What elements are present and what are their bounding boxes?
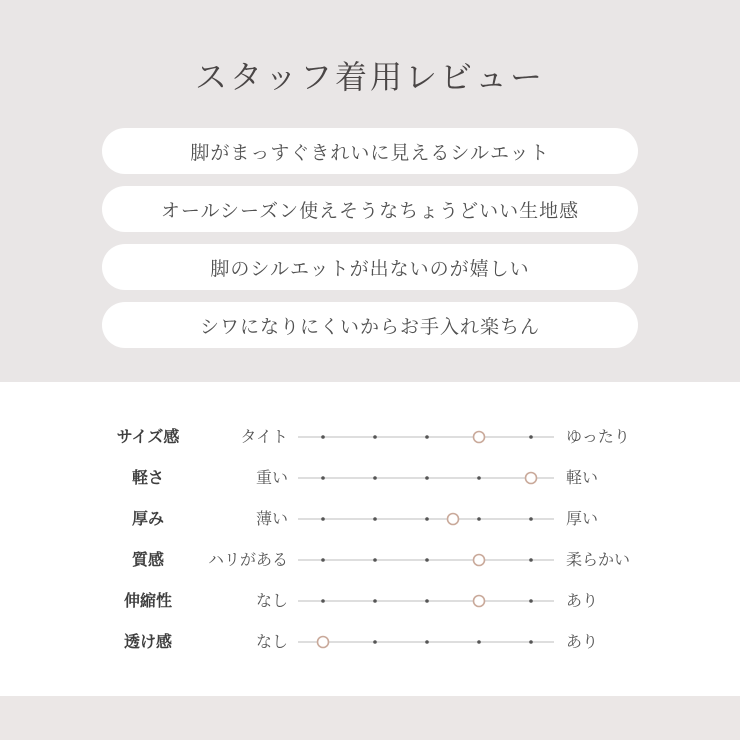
- scale-tick-dot: [529, 599, 533, 603]
- rating-row-weight: [0, 463, 740, 493]
- scale-tick-dot: [529, 435, 533, 439]
- scale-tick-dot: [477, 476, 481, 480]
- scale-tick-dot: [373, 476, 377, 480]
- rating-label: 伸縮性: [123, 591, 172, 610]
- rating-scale: [298, 504, 558, 534]
- rating-row-sheerness: [0, 627, 740, 657]
- review-comment-3: 脚のシルエットが出ないのが嬉しい: [102, 244, 638, 290]
- scale-tick-dot: [373, 599, 377, 603]
- rating-marker: [474, 596, 485, 607]
- rating-section: [0, 382, 740, 696]
- rating-left-value: タイト: [240, 427, 288, 446]
- rating-left-value: なし: [255, 632, 288, 651]
- rating-right-value: 柔らかい: [566, 550, 631, 569]
- scale-tick-dot: [425, 435, 429, 439]
- scale-tick-dot: [477, 517, 481, 521]
- rating-right-value: 軽い: [566, 468, 599, 487]
- rating-row-stretch: [0, 586, 740, 616]
- rating-row-size: [0, 422, 740, 452]
- rating-scale: [298, 463, 558, 493]
- scale-tick-dot: [477, 640, 481, 644]
- rating-row-texture: [0, 545, 740, 575]
- rating-marker: [526, 473, 537, 484]
- review-comment-1: 脚がまっすぐきれいに見えるシルエット: [102, 128, 638, 174]
- rating-label: 厚み: [131, 509, 164, 528]
- rating-label: サイズ感: [116, 427, 180, 446]
- rating-scale: [298, 545, 558, 575]
- scale-tick-dot: [373, 640, 377, 644]
- scale-tick-dot: [373, 517, 377, 521]
- rating-right-value: ゆったり: [566, 427, 630, 446]
- rating-scale: [298, 627, 558, 657]
- rating-row-thickness: [0, 504, 740, 534]
- rating-scale: [298, 422, 558, 452]
- rating-marker: [474, 432, 485, 443]
- scale-tick-dot: [425, 640, 429, 644]
- rating-label: 軽さ: [131, 468, 164, 487]
- rating-left-value: ハリがある: [207, 550, 288, 569]
- scale-tick-dot: [321, 517, 325, 521]
- scale-tick-dot: [425, 599, 429, 603]
- scale-tick-dot: [373, 435, 377, 439]
- footer-strip: [0, 696, 740, 740]
- scale-tick-dot: [529, 640, 533, 644]
- rating-right-value: あり: [566, 591, 599, 610]
- scale-tick-dot: [321, 558, 325, 562]
- scale-tick-dot: [321, 435, 325, 439]
- scale-tick-dot: [321, 476, 325, 480]
- rating-marker: [448, 514, 459, 525]
- rating-left-value: 重い: [255, 468, 288, 487]
- scale-tick-dot: [529, 517, 533, 521]
- rating-right-value: 厚い: [566, 509, 599, 528]
- rating-marker: [318, 637, 329, 648]
- scale-tick-dot: [529, 558, 533, 562]
- review-comment-4: シワになりにくいからお手入れ楽ちん: [102, 302, 638, 348]
- scale-tick-dot: [373, 558, 377, 562]
- page-title: スタッフ着用レビュー: [194, 58, 545, 96]
- rating-left-value: なし: [255, 591, 288, 610]
- rating-scale: [298, 586, 558, 616]
- rating-left-value: 薄い: [255, 509, 288, 528]
- scale-tick-dot: [425, 476, 429, 480]
- rating-label: 透け感: [123, 632, 172, 651]
- rating-label: 質感: [131, 550, 164, 569]
- scale-tick-dot: [425, 558, 429, 562]
- rating-marker: [474, 555, 485, 566]
- review-comment-2: オールシーズン使えそうなちょうどいい生地感: [102, 186, 638, 232]
- rating-right-value: あり: [566, 632, 599, 651]
- scale-tick-dot: [425, 517, 429, 521]
- scale-tick-dot: [321, 599, 325, 603]
